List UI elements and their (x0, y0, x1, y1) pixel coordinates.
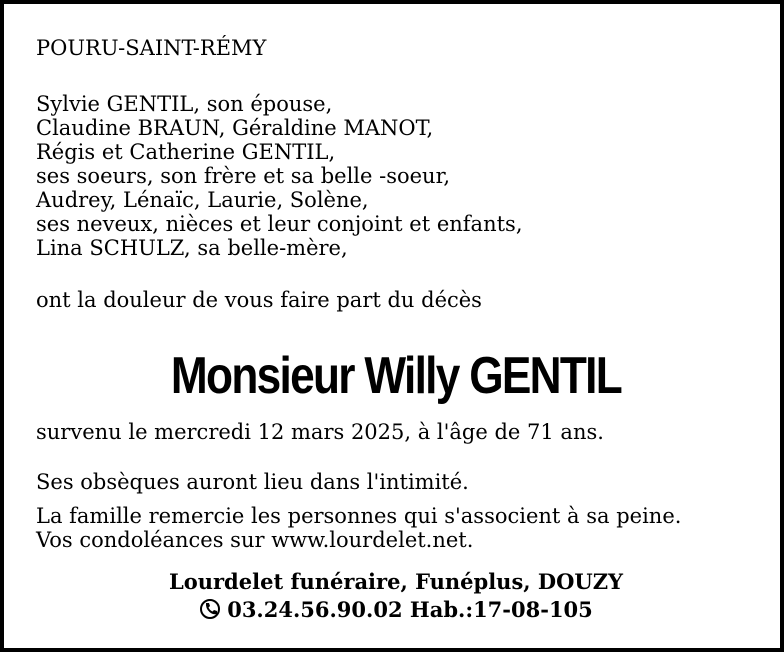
announcement-text: ont la douleur de vous faire part du décès (36, 288, 482, 312)
thanks-line: Vos condoléances sur www.lourdelet.net. (36, 528, 474, 552)
funeral-home-contact (4, 598, 784, 622)
location-heading: POURU-SAINT-RÉMY (36, 36, 267, 60)
family-line: ses soeurs, son frère et sa belle -soeur, (36, 164, 450, 188)
deceased-name: Monsieur Willy GENTIL (170, 347, 622, 405)
family-line: Sylvie GENTIL, son épouse, (36, 92, 333, 116)
family-line: ses neveux, nièces et leur conjoint et enfants, (36, 212, 523, 236)
phone-number: 03.24.56.90.02 Hab.:17-08-105 (227, 597, 593, 622)
family-line: Régis et Catherine GENTIL, (36, 140, 336, 164)
funeral-home-name: Lourdelet funéraire, Funéplus, DOUZY (168, 569, 624, 594)
funeral-info: Ses obsèques auront lieu dans l'intimité. (36, 470, 469, 494)
thanks-line: La famille remercie les personnes qui s'associent à sa peine. (36, 504, 682, 528)
phone-icon (199, 598, 221, 620)
death-info: survenu le mercredi 12 mars 2025, à l'âge de 71 ans. (36, 420, 604, 444)
family-line: Audrey, Lénaïc, Laurie, Solène, (36, 188, 369, 212)
family-line: Claudine BRAUN, Géraldine MANOT, (36, 116, 434, 140)
family-line: Lina SCHULZ, sa belle-mère, (36, 236, 348, 260)
